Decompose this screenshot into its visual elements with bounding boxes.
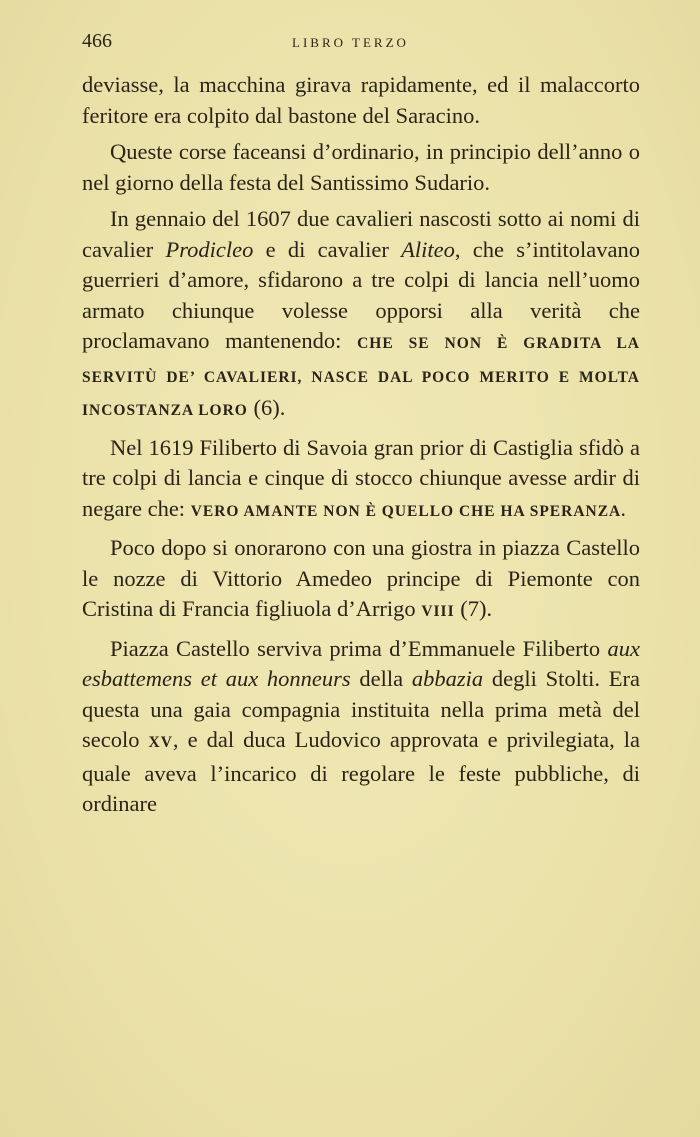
paragraph-4-text-1: Nel 1619 Filiberto di Savoia gran prior di Castiglia sfidò a tre colpi di lancia e cinque di stocco chiunque avesse ardir di negare che: [82,434,640,521]
paragraph-5-text-2: (7). [454,596,493,621]
paragraph-4-motto: VERO AMANTE NON È QUELLO CHE HA SPERANZA. [190,502,627,520]
paragraph-2-text: Queste corse faceansi d’ordinario, in principio dell’anno o nel giorno della festa del Santissimo Sudario. [82,139,640,195]
paragraph-3-italic-2: Aliteo [401,236,455,262]
paragraph-5 [82,533,640,628]
paragraph-3-text-2: e di cavalier [253,236,402,262]
paragraph-6-text-4: , e dal duca Ludovico approvata e privilegiata, la quale aveva l’incarico di regolare le feste pubbliche, di ordinare [82,727,640,816]
paragraph-4 [82,433,640,528]
paragraph-1-text: deviasse, la macchina girava rapidamente, ed il malaccorto feritore era colpito dal bastone del Saracino. [82,72,640,128]
paragraph-6-text-2: della [350,666,412,691]
paragraph-6-text-1: Piazza Castello serviva prima d’Emmanuele Filiberto [110,635,608,661]
paragraph-5-text-1: Poco dopo si onorarono con una giostra in piazza Castello le nozze di Vittorio Amedeo principe di Piemonte con Cristina di Francia figliuola d’Arrigo [82,535,640,621]
paragraph-6-roman-numeral: XV [148,734,173,751]
paragraph-6-italic-2: abbazia [411,666,484,691]
paragraph-3-italic-1: Prodicleo [165,236,254,262]
paragraph-3-motto: CHE SE NON È GRADITA LA SERVITÙ DE’ CAVALIERI, NASCE DAL POCO MERITO E MOLTA INCOSTANZA LORO [82,335,640,419]
page-number: 466 [82,30,112,52]
paragraph-5-roman-numeral: VIII [421,603,455,620]
paragraph-3-text-4: (6). [247,395,286,420]
paragraph-3-text-1: In gennaio del 1607 due cavalieri nascosti sotto ai nomi di cavalier [82,206,640,262]
paragraph-3 [82,204,640,427]
paragraph-3-text-3: , che s’intitolavano guerrieri d’amore, sfidarono a tre colpi di lancia nell’uomo armato chiunque volesse opporsi alla verità che proclamavano mantenendo: [82,236,640,353]
running-title: LIBRO TERZO [292,35,409,50]
paragraph-6-text-3: degli Stolti. Era questa una gaia compagnia instituita nella prima metà del secolo [82,666,641,752]
paragraph-6-italic-1: aux esbattemens et aux honneurs [82,635,640,691]
paragraph-6 [82,634,640,820]
page-header [82,30,640,56]
paragraph-2 [82,137,640,198]
paragraph-1 [82,70,640,131]
